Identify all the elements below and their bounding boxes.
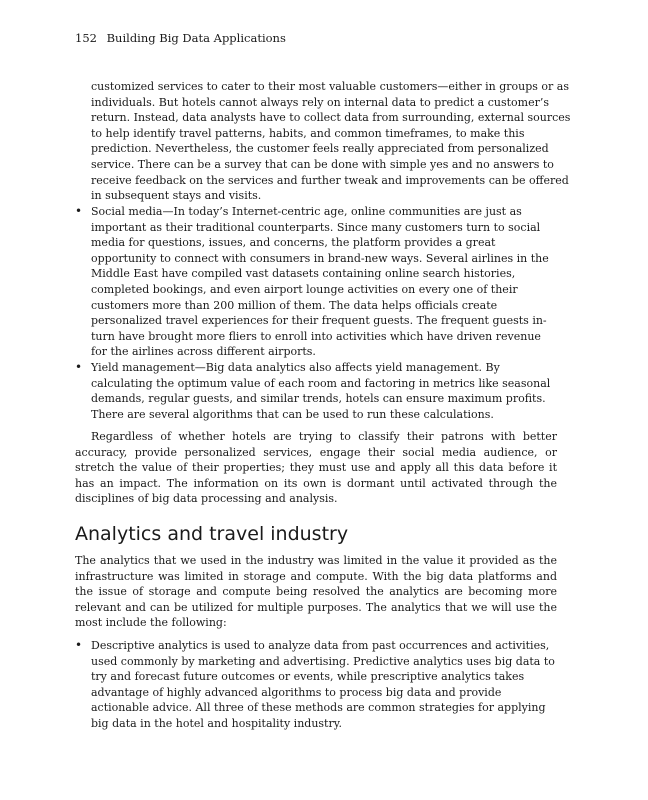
section-heading: Analytics and travel industry xyxy=(75,523,349,545)
bullet-list-top xyxy=(75,204,557,360)
continued-bullet-text: customized services to cater to their most valuable customers—either in groups or as individuals. But hotels cannot always rely on internal data to predict a customer’s return. Instead, data analysts have to collect data from surrounding, external sources to help identify travel patterns, habits, and common timeframes, to make this prediction. Nevertheless, the customer feels really appreciated from personalized service. There can be a survey that can be done with simple yes and no answers to receive feedback on the services and further tweak and improvements can be offered in subsequent stays and visits. xyxy=(91,80,571,203)
section-intro-paragraph: The analytics that we used in the industry was limited in the value it provided as the infrastructure was limited in storage and compute. With the big data platforms and the issue of storage and compute being resolved the analytics are becoming more relevant and can be utilized for multiple purposes. The analytics that we will use the most include the following: xyxy=(75,554,557,630)
running-head xyxy=(75,31,575,45)
book-title: Building Big Data Applications xyxy=(106,31,286,45)
bullet-list-analytics xyxy=(75,638,557,732)
bullet-yield-management: • Yield management—Big data analytics also affects yield management. By calculating the optimum value of each room and factoring in metrics like seasonal demands, regular guests, and similar trends, hotels can ensure maximum profits. There are several algorithms that can be used to run these calculations. xyxy=(75,360,557,422)
summary-paragraph-text: Regardless of whether hotels are trying to classify their patrons with better accuracy, provide personalized services, engage their social media audience, or stretch the value of their properties; they must use and apply all this data before it has an impact. The information on its own is dormant until activated through the disciplines of big data processing and analysis. xyxy=(75,430,557,506)
bullet-descriptive-analytics: • Descriptive analytics is used to analyze data from past occurrences and activities, used commonly by marketing and advertising. Predictive analytics uses big data to try and forecast future outcomes or events, while prescriptive analytics takes advantage of highly advanced algorithms to process big data and provide actionable advice. All three of these methods are common strategies for applying big data in the hotel and hospitality industry. xyxy=(75,638,557,732)
summary-paragraph xyxy=(75,429,557,507)
bullet-social-media: • Social media—In today’s Internet-centric age, online communities are just as important as their traditional counterparts. Since many customers turn to social media for questions, issues, and concerns, the platform provides a great opportunity to connect with consumers in brand-new ways. Several airlines in the Middle East have compiled vast datasets containing online search histories, completed bookings, and even airport lounge activities on every one of their customers more than 200 million of them. The data helps officials create personalized travel experiences for their frequent guests. The frequent guests in-turn have brought more fliers to enroll into activities which have driven revenue for the airlines across different airports. xyxy=(75,204,557,360)
bullet-list-top-2 xyxy=(75,360,557,422)
page-number: 152 xyxy=(75,31,97,45)
